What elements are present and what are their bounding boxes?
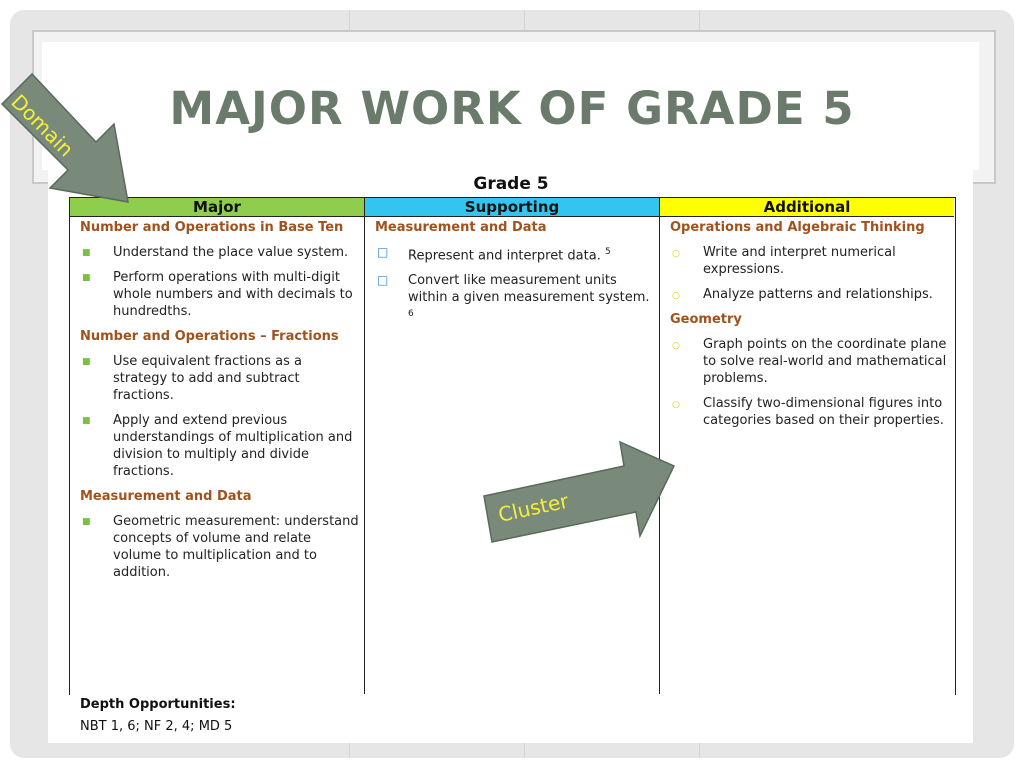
cluster-text: Perform operations with multi-digit whole numbers and with decimals to hundredths.	[113, 270, 353, 319]
cluster-item	[80, 513, 360, 581]
cluster-item	[670, 395, 948, 429]
domain-name: Number and Operations – Fractions	[80, 329, 339, 344]
circle-bullet-icon: ○	[672, 249, 680, 259]
cluster-text: Use equivalent fractions as a strategy to add and subtract fractions.	[113, 354, 302, 403]
circle-bullet-icon: ○	[672, 341, 680, 351]
cluster-text: Understand the place value system.	[113, 245, 349, 260]
cluster-text: Classify two-dimensional figures into categories based on their properties.	[703, 396, 944, 428]
cluster-text: Graph points on the coordinate plane to solve real-world and mathematical problems.	[703, 337, 947, 386]
cluster-arrow-shape	[484, 442, 674, 542]
square-bullet-icon: ■	[82, 357, 91, 367]
slide-title: MAJOR WORK OF GRADE 5	[169, 82, 855, 135]
cluster-item	[80, 353, 360, 404]
hollow-square-bullet-icon: □	[377, 273, 389, 288]
hollow-square-bullet-icon: □	[377, 245, 389, 259]
circle-bullet-icon: ○	[672, 291, 680, 301]
cluster-arrow	[478, 438, 678, 548]
domain-name: Geometry	[670, 312, 742, 327]
depth-value: NBT 1, 6; NF 2, 4; MD 5	[80, 719, 233, 734]
domain-name: Number and Operations in Base Ten	[80, 220, 344, 235]
cluster-item	[670, 244, 948, 278]
additional-column	[670, 219, 948, 437]
cluster-text: Convert like measurement units within a given measurement system.	[408, 273, 650, 306]
header-additional: Additional	[660, 198, 954, 217]
header-major: Major	[70, 198, 364, 217]
cluster-text: Analyze patterns and relationships.	[703, 287, 933, 302]
depth-label: Depth Opportunities:	[80, 697, 236, 712]
figure-heading: Grade 5	[473, 174, 549, 194]
square-bullet-icon: ■	[82, 517, 91, 527]
cluster-text: Represent and interpret data.	[408, 248, 601, 264]
cluster-item	[670, 286, 948, 303]
square-bullet-icon: ■	[82, 248, 91, 258]
cluster-text: Apply and extend previous understandings of multiplication and division to multiply and divide fractions.	[113, 413, 353, 479]
domain-name: Operations and Algebraic Thinking	[670, 220, 925, 235]
cluster-item	[375, 244, 651, 264]
square-bullet-icon: ■	[82, 416, 91, 426]
cluster-text: Geometric measurement: understand concepts of volume and relate volume to multiplication and to addition.	[113, 514, 359, 580]
footnote-marker: 5	[604, 247, 611, 257]
domain-arrow-label: Domain	[6, 89, 79, 162]
footnote-marker: 6	[408, 309, 414, 320]
domain-name: Measurement and Data	[375, 220, 547, 235]
supporting-column	[375, 219, 651, 335]
cluster-arrow-label: Cluster	[496, 488, 571, 527]
cluster-item	[80, 244, 360, 261]
depth-opportunities	[80, 694, 236, 738]
cluster-item	[670, 336, 948, 387]
major-column	[80, 219, 360, 589]
cluster-text: Write and interpret numerical expressions.	[703, 245, 896, 277]
circle-bullet-icon: ○	[672, 400, 680, 410]
domain-arrow	[0, 60, 150, 220]
cluster-item	[80, 412, 360, 480]
cluster-item	[375, 272, 651, 326]
square-bullet-icon: ■	[82, 273, 91, 283]
domain-name: Measurement and Data	[80, 489, 252, 504]
column-divider	[364, 197, 365, 694]
cluster-item	[80, 269, 360, 320]
header-supporting: Supporting	[365, 198, 659, 217]
